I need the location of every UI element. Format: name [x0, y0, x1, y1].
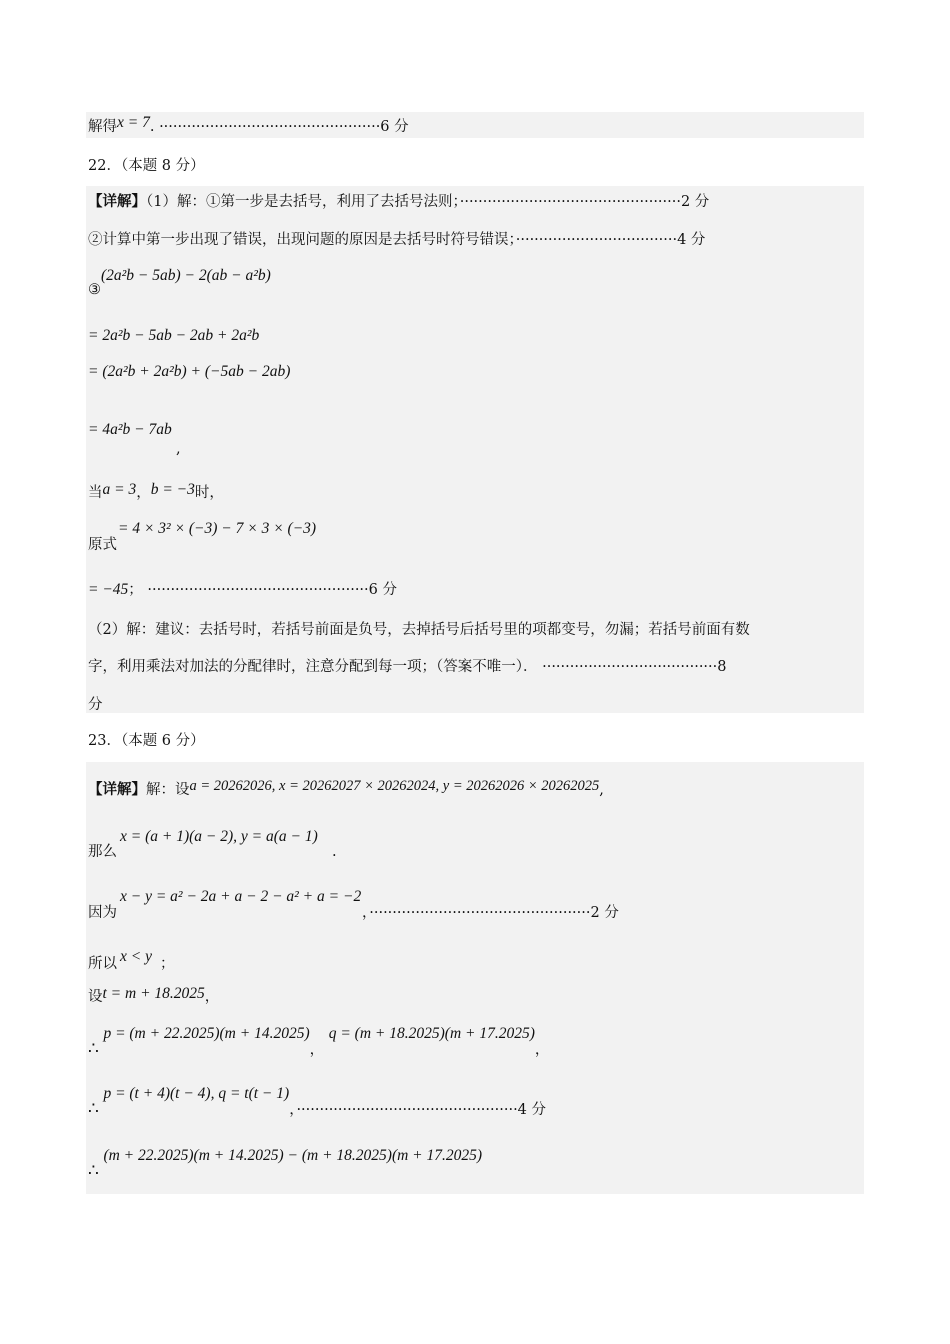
q23-line-1: 【详解】解：设a = 20262026, x = 20262027 × 20262024, y = 20262026 × 20262025, — [88, 778, 604, 798]
q23-line-4-post: ； — [160, 956, 175, 972]
detail-tag: 【详解】 — [88, 193, 146, 210]
q23-line-7: ∴ p = (t + 4)(t − 4), q = t(t − 1)，················································4 分 — [88, 1085, 547, 1119]
q22-original-math: = 4 × 3² × (−3) − 7 × 3 × (−3) — [118, 520, 317, 537]
q23-line-4-label: 所以 — [88, 956, 117, 972]
q22-part2-line-3: 分 — [88, 697, 103, 713]
q23-line-6: ∴ p = (m + 22.2025)(m + 14.2025)， q = (m + 18.2025)(m + 17.2025)， — [88, 1025, 550, 1059]
q23-line-3-dots: ，················································2 分 — [362, 905, 619, 921]
q22-line-3: ③(2a²b − 5ab) − 2(ab − a²b) — [88, 267, 271, 298]
q23-line-8: ∴ (m + 22.2025)(m + 14.2025) − (m + 18.2025)(m + 17.2025) — [88, 1147, 483, 1181]
q22-line-1: 【详解】（1）解：①第一步是去括号，利用了去括号法则；················································2 分 — [88, 193, 710, 210]
question-23-header: 23．（本题 6 分） — [88, 733, 205, 749]
q22-line-when: 当a = 3，b = −3时， — [88, 481, 224, 501]
therefore-symbol: ∴ — [88, 1161, 99, 1181]
q22-comma: , — [176, 441, 181, 457]
q22-part2-line-1: （2）解：建议：去括号时，若括号前面是负号，去掉括号后括号里的项都变号，勿漏；若括号前面有数 — [88, 622, 750, 638]
score-dots: ················································4 分 — [296, 1102, 547, 1118]
q23-line-3-label: 因为 — [88, 905, 117, 921]
answer-block-q23 — [86, 762, 864, 1194]
q22-math-step-1: = 2a²b − 5ab − 2ab + 2a²b — [88, 327, 260, 344]
score-dots: ················································2 分 — [459, 194, 710, 210]
q23-line-2-math: x = (a + 1)(a − 2), y = a(a − 1) — [120, 828, 318, 845]
score-dots: ················································2 分 — [369, 905, 619, 921]
q22-part2-line-2: 字，利用乘法对加法的分配律时，注意分配到每一项；（答案不唯一）． ······································8 — [88, 659, 727, 675]
score-dots: ······································8 — [542, 659, 727, 675]
question-22-header: 22．（本题 8 分） — [88, 158, 205, 174]
q22-original-label: 原式 — [88, 537, 117, 553]
q22-result-line: = −45； ················································6 分 — [88, 581, 397, 598]
q23-line-4-math: x < y — [120, 948, 152, 965]
math-expression: x = 7 — [117, 114, 150, 131]
q23-line-5: 设t = m + 18.2025， — [88, 985, 220, 1005]
q23-line-3-math: x − y = a² − 2a + a − 2 − a² + a = −2 — [120, 888, 362, 905]
therefore-symbol: ∴ — [88, 1099, 99, 1119]
score-dots: ················································6 分 — [159, 119, 409, 135]
q23-line-2-post: . — [332, 844, 337, 860]
score-dots: ···································4 分 — [515, 232, 706, 248]
solution-line: 解得x = 7. ················································6 分 — [88, 114, 409, 135]
q23-line-2-label: 那么 — [88, 844, 117, 860]
q22-math-step-2: = (2a²b + 2a²b) + (−5ab − 2ab) — [88, 363, 291, 380]
math-expression: (2a²b − 5ab) − 2(ab − a²b) — [101, 267, 271, 284]
therefore-symbol: ∴ — [88, 1039, 99, 1059]
detail-tag: 【详解】 — [88, 781, 146, 798]
q22-line-2: ②计算中第一步出现了错误，出现问题的原因是去括号时符号错误；···································4 分 — [88, 232, 706, 248]
score-dots: ················································6 分 — [147, 582, 397, 598]
q22-math-step-3: = 4a²b − 7ab — [88, 421, 172, 438]
